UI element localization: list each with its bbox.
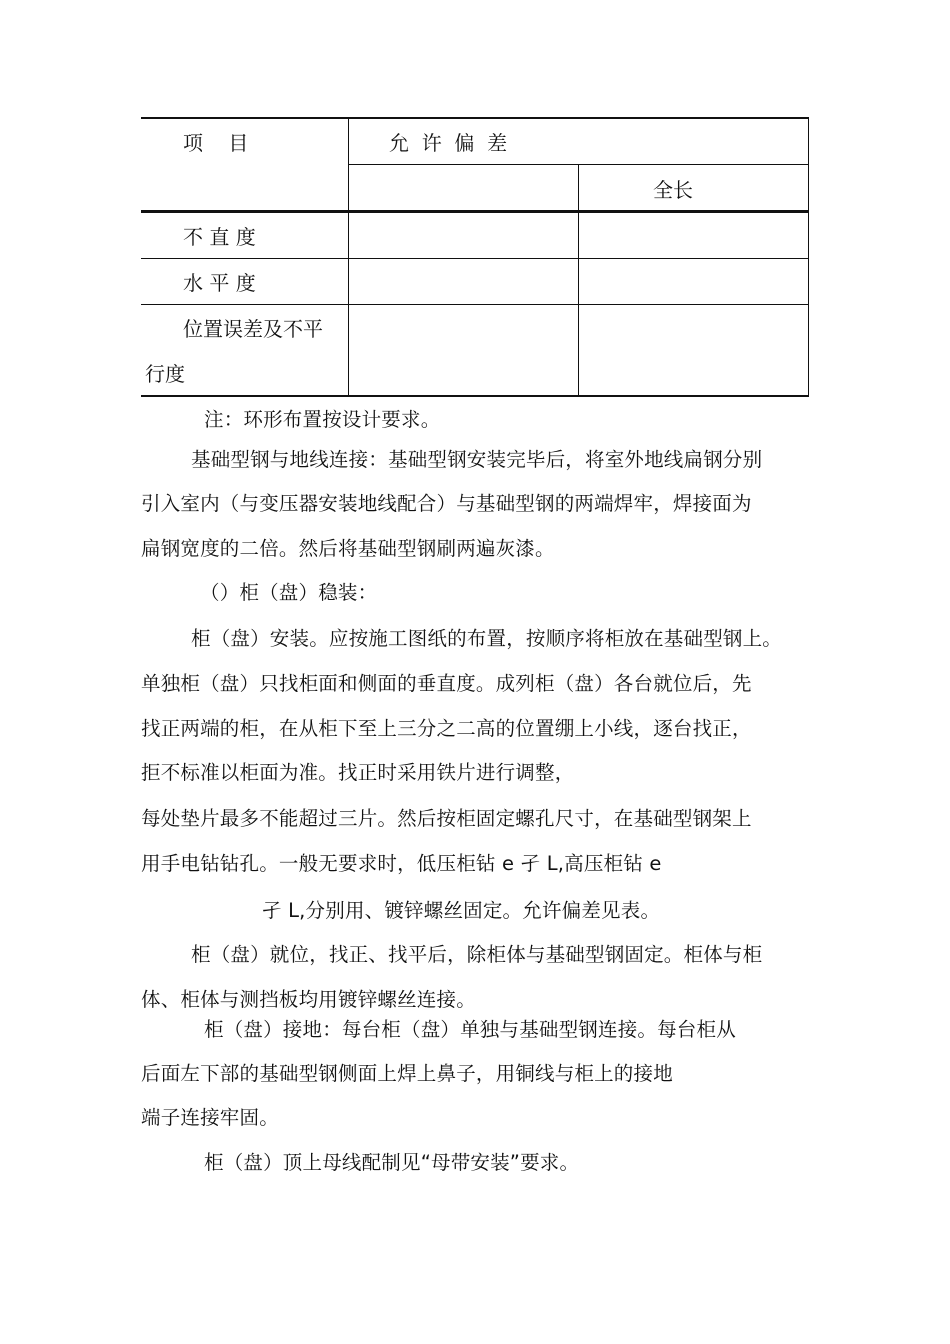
row-label-position-error: 位置误差及不平 (183, 317, 323, 341)
section-heading: （）柜（盘）稳装： (200, 581, 378, 604)
paragraph-line: 柜（盘）安装。应按施工图纸的布置，按顺序将柜放在基础型钢上。 (191, 627, 783, 650)
table-right-border (808, 117, 809, 397)
paragraph-line: 柜（盘）接地：每台柜（盘）单独与基础型钢连接。每台柜从 (204, 1018, 736, 1041)
row-label-levelness: 水 平 度 (183, 271, 256, 295)
paragraph-line: 后面左下部的基础型钢侧面上焊上鼻子，用铜线与柜上的接地 (141, 1062, 673, 1085)
table-col-divider (578, 164, 579, 397)
paragraph-line: 柜（盘）顶上母线配制见“母带安装”要求。 (204, 1151, 580, 1174)
paragraph-line: 找正两端的柜，在从柜下至上三分之二高的位置绷上小线，逐台找正， (141, 717, 752, 740)
paragraph-line: 端子连接牢固。 (141, 1106, 279, 1129)
paragraph-line: 体、柜体与测挡板均用镀锌螺丝连接。 (141, 988, 476, 1011)
paragraph-line: 拒不标准以柜面为准。找正时采用铁片进行调整， (141, 761, 575, 784)
header-deviation: 允 许 偏 差 (389, 131, 508, 155)
row-label-straightness: 不 直 度 (183, 225, 256, 249)
table-col-divider (348, 117, 349, 397)
table-top-border (141, 117, 809, 119)
paragraph-line: 扁钢宽度的二倍。然后将基础型钢刷两遍灰漆。 (141, 537, 555, 560)
table-note: 注：环形布置按设计要求。 (204, 408, 441, 431)
table-row-divider (141, 304, 809, 305)
paragraph-line: 基础型钢与地线连接：基础型钢安装完毕后，将室外地线扁钢分别 (191, 448, 763, 471)
paragraph-line: 每处垫片最多不能超过三片。然后按柜固定螺孔尺寸，在基础型钢架上 (141, 807, 752, 830)
table-header-bottom-border (141, 210, 809, 213)
paragraph-line: 柜（盘）就位，找正、找平后，除柜体与基础型钢固定。柜体与柜 (191, 943, 763, 966)
paragraph-line: 孑 L,分别用、镀锌螺丝固定。允许偏差见表。 (262, 899, 661, 922)
paragraph-line: 单独柜（盘）只找柜面和侧面的垂直度。成列柜（盘）各台就位后，先 (141, 672, 752, 695)
table-row-divider (141, 258, 809, 259)
header-full-length: 全长 (653, 178, 693, 202)
tolerance-table (141, 117, 809, 397)
paragraph-line: 用手电钻钻孔。一般无要求时，低压柜钻 e 孑 L,高压柜钻 e (141, 852, 662, 875)
row-label-position-error-cont: 行度 (145, 362, 185, 386)
table-bottom-border (141, 395, 809, 397)
paragraph-line: 引入室内（与变压器安装地线配合）与基础型钢的两端焊牢，焊接面为 (141, 492, 752, 515)
header-item: 项 目 (183, 131, 249, 155)
